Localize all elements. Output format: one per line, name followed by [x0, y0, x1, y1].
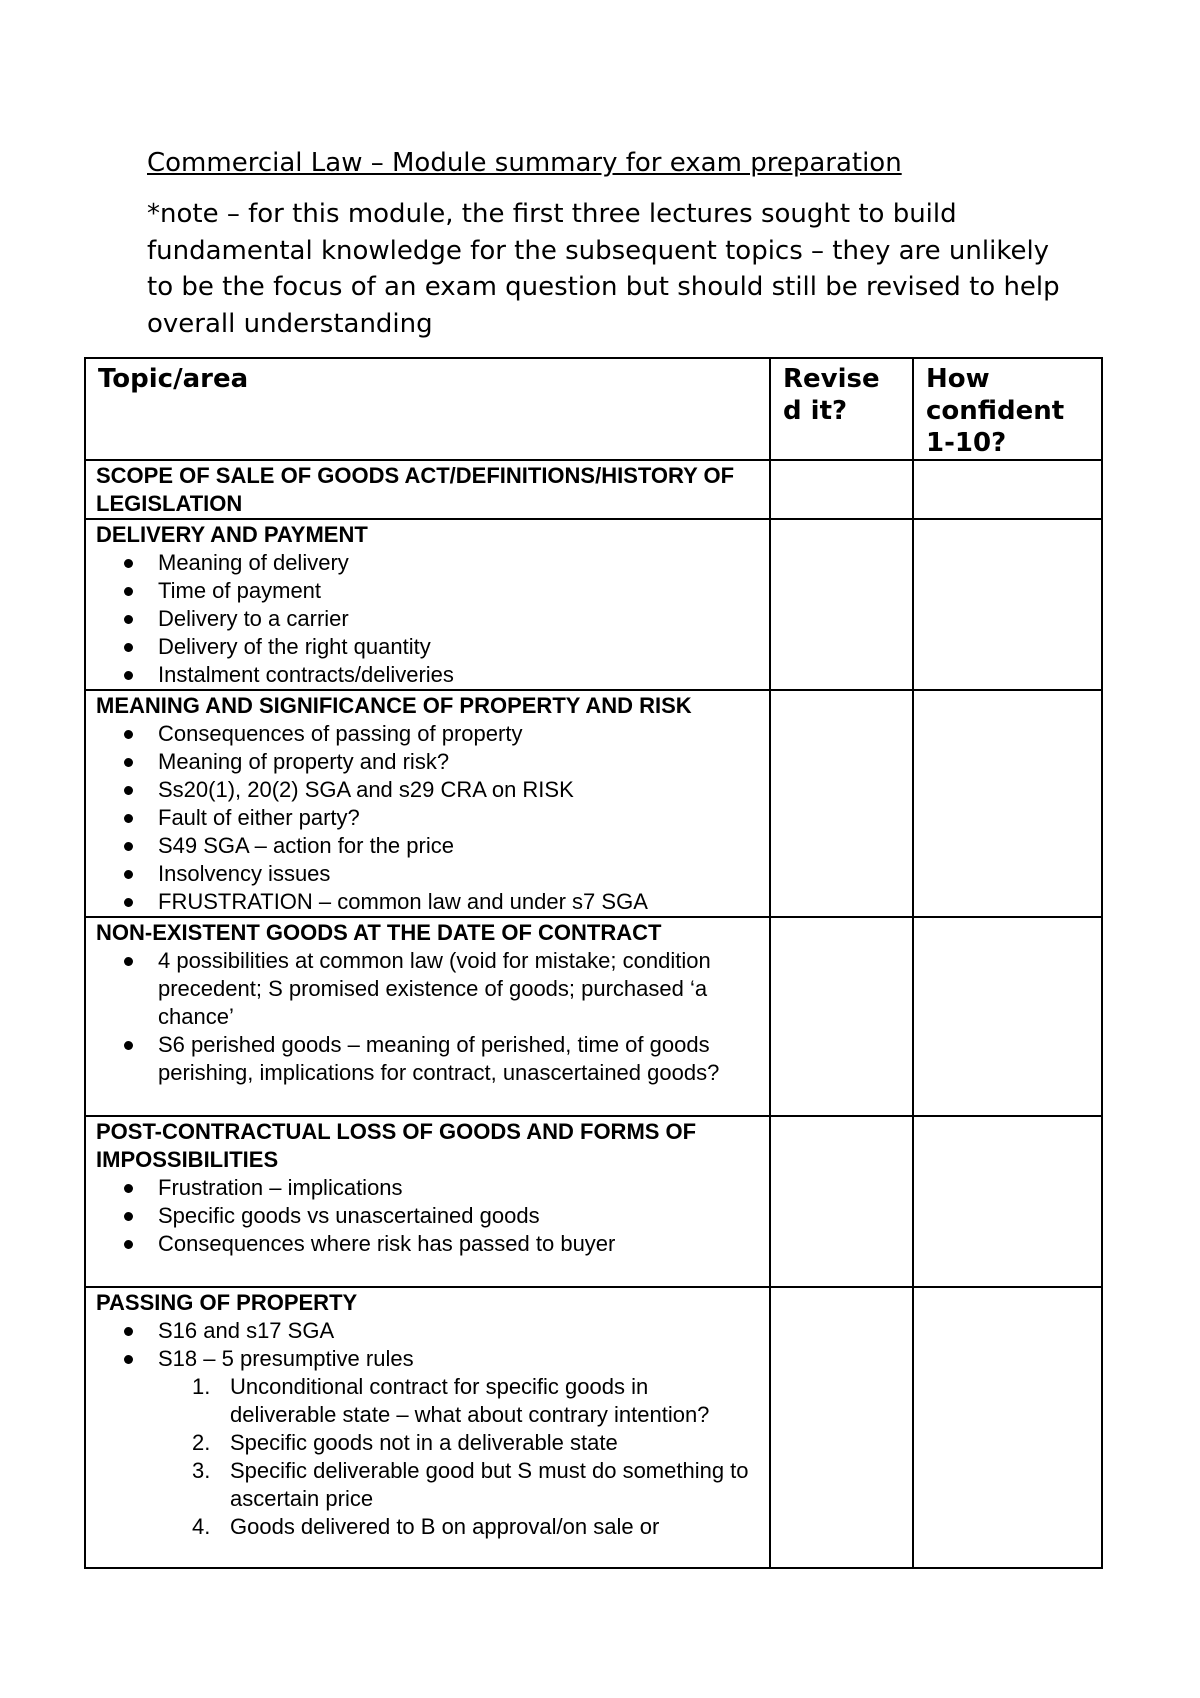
confidence-cell[interactable] [913, 1116, 1102, 1287]
topic-heading: MEANING AND SIGNIFICANCE OF PROPERTY AND RISK [96, 693, 692, 718]
intro-note: *note – for this module, the first three lectures sought to build fundamental knowledge for the subsequent topics – they are unlikely to be the focus of an exam question but should still be revised to help overall understanding [147, 199, 1060, 339]
topic-heading: POST-CONTRACTUAL LOSS OF GOODS AND FORMS OF IMPOSSIBILITIES [96, 1119, 697, 1172]
confidence-cell[interactable] [913, 690, 1102, 917]
list-item: FRUSTRATION – common law and under s7 SGA [158, 888, 759, 916]
numbered-item [192, 1373, 759, 1429]
item-number: 3. [192, 1458, 211, 1483]
revised-cell[interactable] [770, 917, 913, 1116]
list-item: Specific goods vs unascertained goods [158, 1202, 759, 1230]
topic-heading: SCOPE OF SALE OF GOODS ACT/DEFINITIONS/HISTORY OF LEGISLATION [96, 463, 735, 516]
topic-cell [85, 917, 770, 1116]
numbered-list [158, 1373, 759, 1541]
numbered-item-text: Unconditional contract for specific goods in deliverable state – what about contrary intention? [230, 1374, 710, 1427]
list-item: 4 possibilities at common law (void for mistake; condition precedent; S promised existence of goods; purchased ‘a chance’ [158, 947, 759, 1031]
revision-checklist-table [84, 357, 1103, 1569]
topic-cell [85, 460, 770, 519]
table-row [85, 690, 1102, 917]
table-row [85, 519, 1102, 690]
header-revised-label: Revise d it? [783, 364, 880, 426]
table-row [85, 1287, 1102, 1568]
numbered-item-text: Specific deliverable good but S must do something to ascertain price [230, 1458, 749, 1511]
list-item: Delivery of the right quantity [158, 633, 759, 661]
numbered-item [192, 1513, 759, 1541]
list-item: S6 perished goods – meaning of perished, time of goods perishing, implications for contract, unascertained goods? [158, 1031, 759, 1087]
revised-cell[interactable] [770, 460, 913, 519]
list-item: Instalment contracts/deliveries [158, 661, 759, 689]
list-item: Time of payment [158, 577, 759, 605]
list-item-text: S18 – 5 presumptive rules [158, 1346, 414, 1371]
header-topic [85, 358, 770, 460]
item-number: 1. [192, 1374, 211, 1399]
bullet-list [96, 720, 759, 916]
topic-cell [85, 690, 770, 917]
confidence-cell[interactable] [913, 1287, 1102, 1568]
numbered-item [192, 1429, 759, 1457]
table-row [85, 917, 1102, 1116]
numbered-item-text: Specific goods not in a deliverable state [230, 1430, 618, 1455]
topic-heading: PASSING OF PROPERTY [96, 1290, 358, 1315]
list-item: Consequences where risk has passed to buyer [158, 1230, 759, 1258]
list-item: Insolvency issues [158, 860, 759, 888]
header-topic-label: Topic/area [98, 364, 249, 394]
numbered-item [192, 1457, 759, 1513]
confidence-cell[interactable] [913, 519, 1102, 690]
revised-cell[interactable] [770, 1116, 913, 1287]
page-title: Commercial Law – Module summary for exam preparation [147, 148, 902, 178]
revised-cell[interactable] [770, 1287, 913, 1568]
topic-cell [85, 519, 770, 690]
list-item: Fault of either party? [158, 804, 759, 832]
table-header-row [85, 358, 1102, 460]
topic-heading: DELIVERY AND PAYMENT [96, 522, 368, 547]
list-item: Meaning of delivery [158, 549, 759, 577]
table-row [85, 460, 1102, 519]
list-item: S49 SGA – action for the price [158, 832, 759, 860]
list-item: Meaning of property and risk? [158, 748, 759, 776]
bullet-list [96, 1174, 759, 1258]
list-item: Ss20(1), 20(2) SGA and s29 CRA on RISK [158, 776, 759, 804]
table-row [85, 1116, 1102, 1287]
list-item: Frustration – implications [158, 1174, 759, 1202]
topic-heading: NON-EXISTENT GOODS AT THE DATE OF CONTRACT [96, 920, 662, 945]
list-item: Delivery to a carrier [158, 605, 759, 633]
header-confidence [913, 358, 1102, 460]
revised-cell[interactable] [770, 690, 913, 917]
item-number: 2. [192, 1430, 211, 1455]
header-confidence-label: How confident 1-10? [926, 364, 1065, 458]
list-item: Consequences of passing of property [158, 720, 759, 748]
item-number: 4. [192, 1514, 211, 1539]
confidence-cell[interactable] [913, 917, 1102, 1116]
bullet-list [96, 1317, 759, 1541]
bullet-list [96, 549, 759, 689]
header-revised [770, 358, 913, 460]
numbered-item-text: Goods delivered to B on approval/on sale or [230, 1514, 660, 1539]
revised-cell[interactable] [770, 519, 913, 690]
bullet-list [96, 947, 759, 1087]
list-item: S16 and s17 SGA [158, 1317, 759, 1345]
confidence-cell[interactable] [913, 460, 1102, 519]
topic-cell [85, 1287, 770, 1568]
list-item [158, 1345, 759, 1541]
topic-cell [85, 1116, 770, 1287]
